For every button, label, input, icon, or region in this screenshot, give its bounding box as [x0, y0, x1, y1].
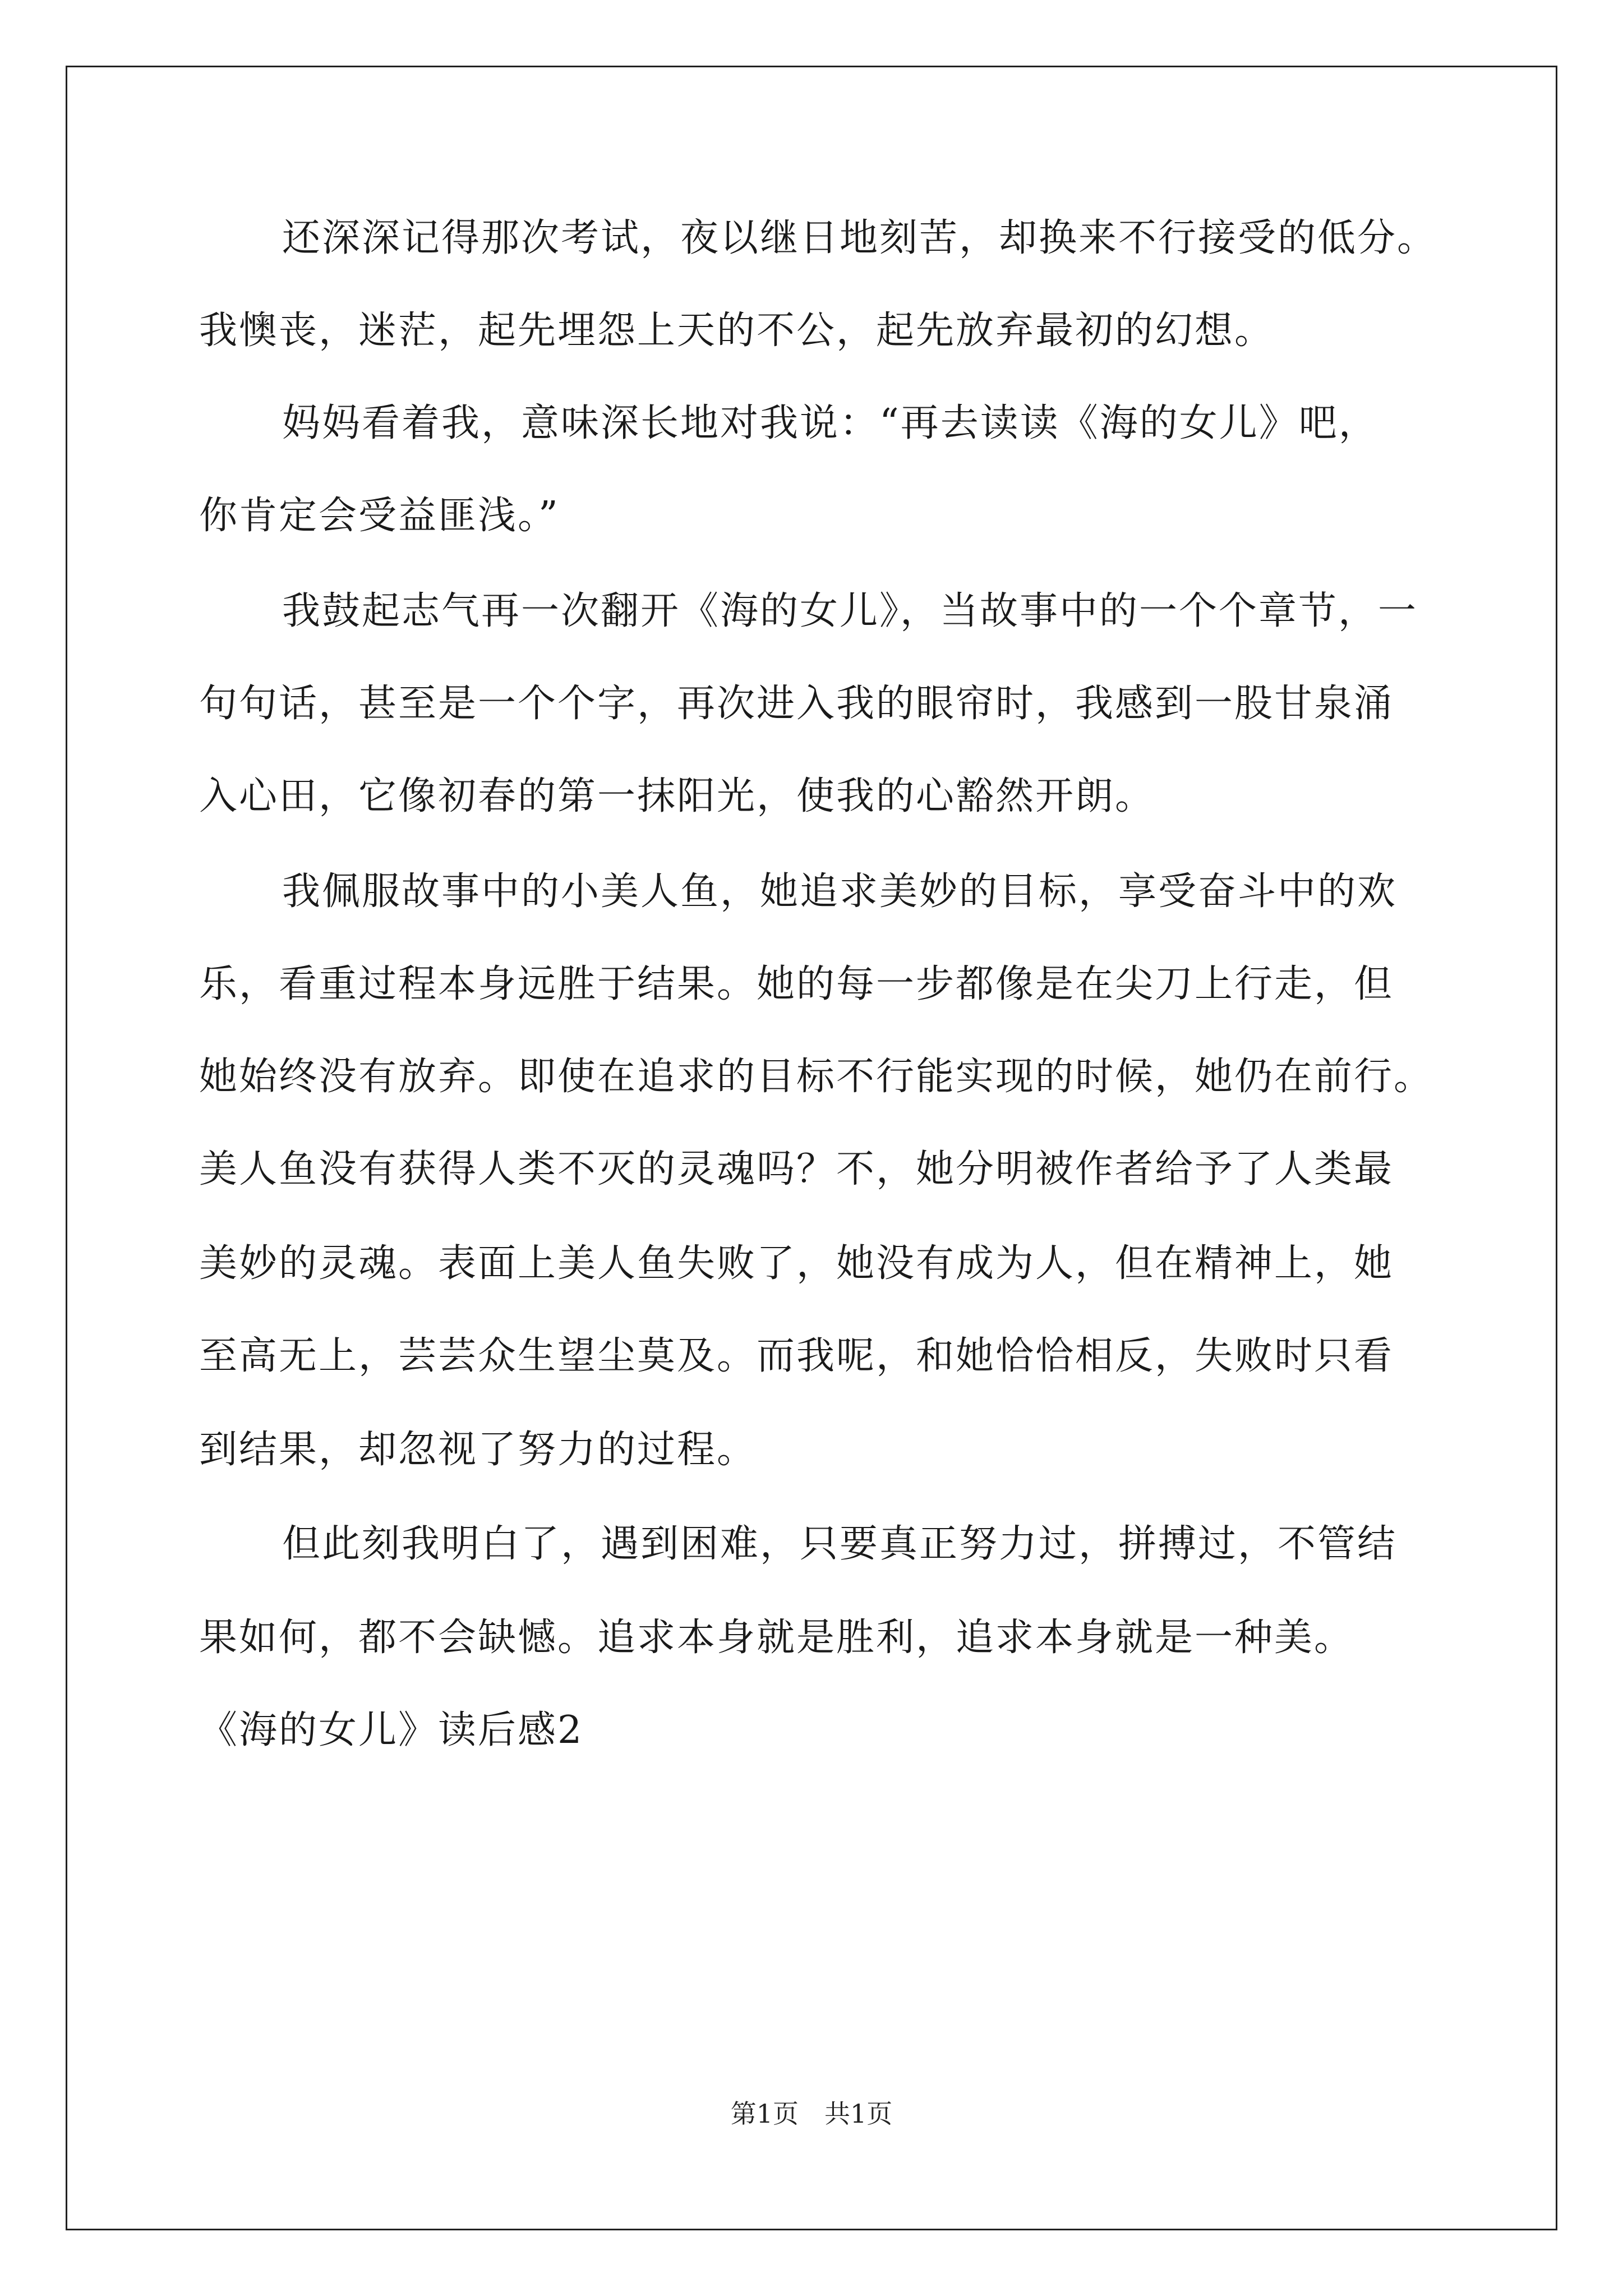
paragraph-line: 我鼓起志气再一次翻开《海的女儿》，当故事中的一个个章节，一 [282, 589, 1418, 633]
paragraph-line: 美人鱼没有获得人类不灭的灵魂吗？不，她分明被作者给予了人类最 [199, 1147, 1394, 1191]
paragraph-line: 她始终没有放弃。即使在追求的目标不行能实现的时候，她仍在前行。 [199, 1055, 1434, 1099]
paragraph-line: 果如何，都不会缺憾。追求本身就是胜利，追求本身就是一种美。 [199, 1616, 1354, 1660]
paragraph-line: 至高无上，芸芸众生望尘莫及。而我呢，和她恰恰相反，失败时只看 [199, 1334, 1394, 1378]
paragraph-line: 美妙的灵魂。表面上美人鱼失败了，她没有成为人，但在精神上，她 [199, 1241, 1394, 1286]
page-indicator: 第1页 共1页 [730, 2099, 893, 2129]
paragraph-line: 句句话，甚至是一个个字，再次进入我的眼帘时，我感到一股甘泉涌 [199, 682, 1394, 726]
paragraph-line: 乐，看重过程本身远胜于结果。她的每一步都像是在尖刀上行走，但 [199, 962, 1394, 1006]
paragraph-line: 但此刻我明白了，遇到困难，只要真正努力过，拼搏过，不管结 [282, 1522, 1398, 1566]
paragraph-line: 到结果，却忽视了努力的过程。 [199, 1428, 757, 1472]
paragraph-line: 我佩服故事中的小美人鱼，她追求美妙的目标，享受奋斗中的欢 [282, 869, 1398, 914]
section-heading: 《海的女儿》读后感2 [199, 1708, 584, 1752]
paragraph-line: 入心田，它像初春的第一抹阳光，使我的心豁然开朗。 [199, 774, 1155, 818]
paragraph-line: 我懊丧，迷茫，起先埋怨上天的不公，起先放弃最初的幻想。 [199, 309, 1275, 353]
paragraph-line: 还深深记得那次考试，夜以继日地刻苦，却换来不行接受的低分。 [282, 216, 1437, 260]
paragraph-line: 妈妈看着我，意味深长地对我说：“再去读读《海的女儿》吧， [282, 401, 1378, 445]
paragraph-line: 你肯定会受益匪浅。” [199, 494, 560, 538]
